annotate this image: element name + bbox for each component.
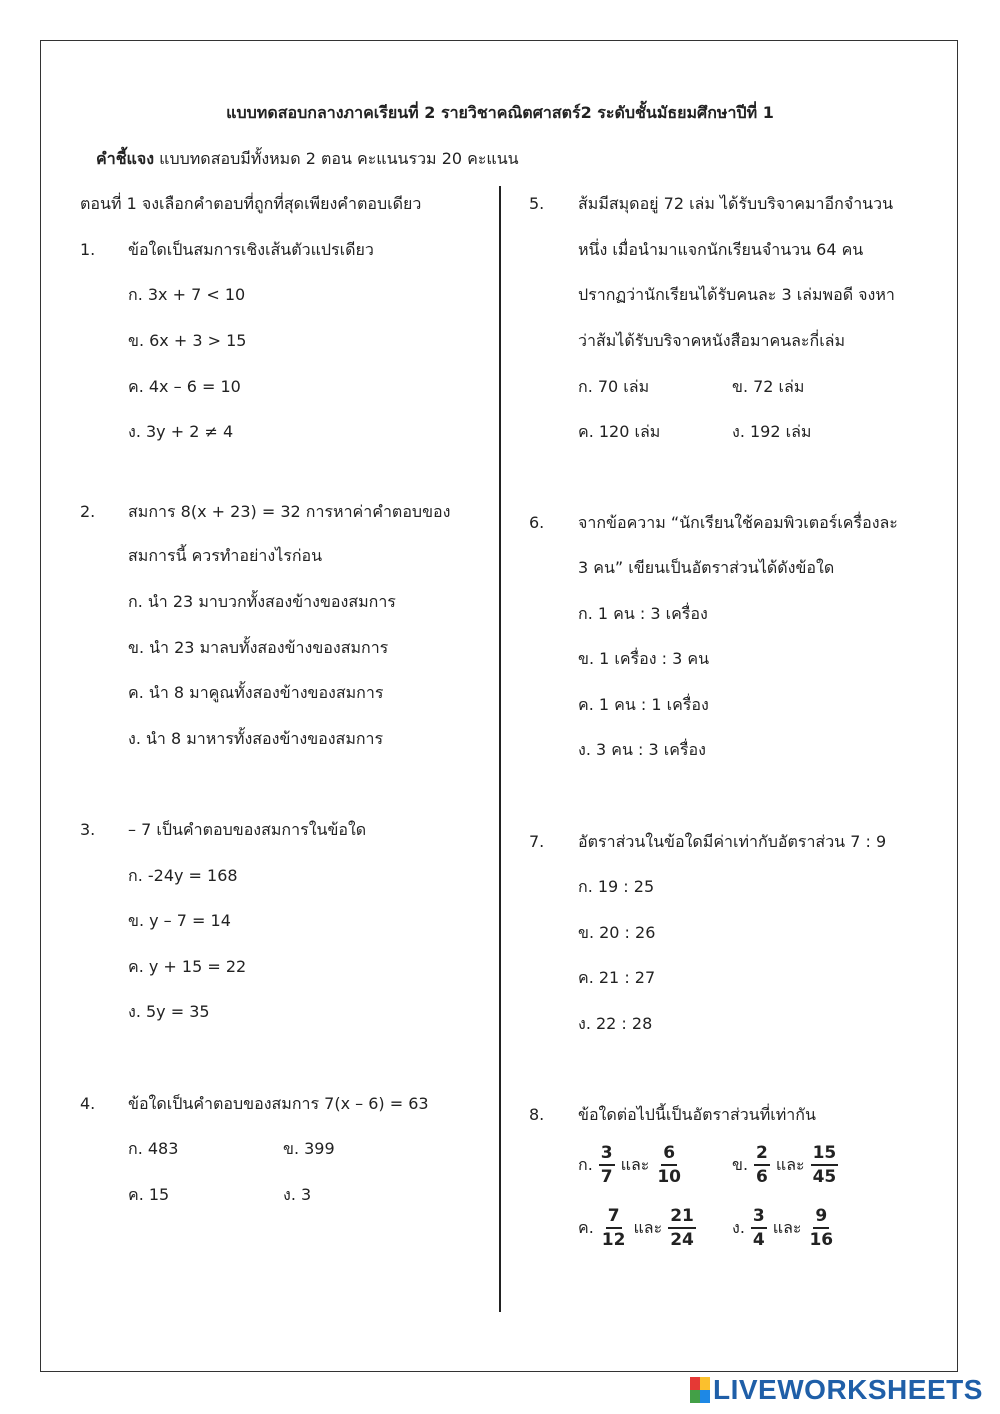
q5-choice-d[interactable]: ง. 192 เล่ม [732,422,812,441]
q8-c-label: ค. [578,1217,594,1237]
q8-d-and: และ [772,1217,802,1237]
q8-choice-a[interactable] [578,1142,685,1188]
q2-question-line1: สมการ 8(x + 23) = 32 การหาค่าคำตอบของ [128,502,451,521]
q8-d-d2: 16 [809,1230,834,1250]
q1-number: 1. [80,240,96,259]
q3-question: – 7 เป็นคำตอบของสมการในข้อใด [128,820,367,839]
q4-number: 4. [80,1094,96,1113]
q7-number: 7. [529,832,545,851]
q5-question-line4: ว่าส้มได้รับบริจาคหนังสือมาคนละกี่เล่ม [578,331,846,350]
q8-b-fraction2 [811,1142,839,1188]
q5-choice-c[interactable]: ค. 120 เล่ม [578,422,661,441]
part-heading: ตอนที่ 1 จงเลือกคำตอบที่ถูกที่สุดเพียงคำตอบเดียว [80,194,422,213]
q4-choice-d[interactable]: ง. 3 [283,1185,312,1204]
q8-a-fraction1 [599,1142,615,1188]
q3-choice-c[interactable]: ค. y + 15 = 22 [128,957,247,976]
q8-b-d2: 45 [812,1167,837,1187]
q7-choice-d[interactable]: ง. 22 : 28 [578,1014,653,1033]
q8-c-d1: 12 [601,1230,626,1250]
q8-c-n1: 7 [606,1205,622,1229]
brand-mark-icon [690,1377,710,1403]
q8-c-and: และ [633,1217,663,1237]
q8-d-fraction2 [807,1205,835,1251]
q3-choice-b[interactable]: ข. y – 7 = 14 [128,911,231,930]
q8-d-n2: 9 [813,1205,829,1229]
instructions-label: คำชี้แจง [96,149,155,168]
q7-choice-b[interactable]: ข. 20 : 26 [578,923,656,942]
q8-c-n2: 21 [668,1205,696,1229]
q4-question: ข้อใดเป็นคำตอบของสมการ 7(x – 6) = 63 [128,1094,429,1113]
q6-choice-a[interactable]: ก. 1 คน : 3 เครื่อง [578,604,708,623]
q6-choice-c[interactable]: ค. 1 คน : 1 เครื่อง [578,695,709,714]
q2-question-line2: สมการนี้ ควรทำอย่างไรก่อน [128,546,323,565]
column-divider [499,186,501,1312]
q8-b-n2: 15 [811,1142,839,1166]
q8-a-and: และ [620,1154,650,1174]
q7-choice-c[interactable]: ค. 21 : 27 [578,968,656,987]
q2-number: 2. [80,502,96,521]
q1-choice-d[interactable]: ง. 3y + 2 ≠ 4 [128,422,234,441]
q2-choice-b[interactable]: ข. นำ 23 มาลบทั้งสองข้างของสมการ [128,638,389,657]
q5-question-line3: ปรากฏว่านักเรียนได้รับคนละ 3 เล่มพอดี จงหา [578,285,895,304]
q8-b-n1: 2 [754,1142,770,1166]
page-title: แบบทดสอบกลางภาคเรียนที่ 2 รายวิชาคณิตศาสตร์2 ระดับชั้นมัธยมศึกษาปีที่ 1 [226,103,774,122]
instructions [96,147,519,172]
q8-question: ข้อใดต่อไปนี้เป็นอัตราส่วนที่เท่ากัน [578,1105,816,1124]
q3-choice-d[interactable]: ง. 5y = 35 [128,1002,210,1021]
q1-choice-a[interactable]: ก. 3x + 7 < 10 [128,285,246,304]
q8-d-n1: 3 [751,1205,767,1229]
q3-number: 3. [80,820,96,839]
q8-a-label: ก. [578,1154,593,1174]
q2-choice-c[interactable]: ค. นำ 8 มาคูณทั้งสองข้างของสมการ [128,683,384,702]
q8-d-fraction1 [751,1205,767,1251]
q8-a-d2: 10 [657,1167,682,1187]
q8-choice-d[interactable] [732,1205,837,1251]
q8-c-d2: 24 [670,1230,694,1250]
q6-choice-d[interactable]: ง. 3 คน : 3 เครื่อง [578,740,706,759]
q4-choice-c[interactable]: ค. 15 [128,1185,170,1204]
instructions-text: แบบทดสอบมีทั้งหมด 2 ตอน คะแนนรวม 20 คะแนน [154,149,519,168]
q4-choice-a[interactable]: ก. 483 [128,1139,179,1158]
q1-choice-b[interactable]: ข. 6x + 3 > 15 [128,331,247,350]
q6-question-line1: จากข้อความ “นักเรียนใช้คอมพิวเตอร์เครื่องละ [578,513,898,532]
q6-question-line2: 3 คน” เขียนเป็นอัตราส่วนได้ดังข้อใด [578,558,835,577]
q8-c-fraction1 [600,1205,628,1251]
q8-a-n1: 3 [599,1142,615,1166]
brand-text: LIVEWORKSHEETS [713,1374,983,1405]
q1-choice-c[interactable]: ค. 4x – 6 = 10 [128,377,241,396]
q8-choice-c[interactable] [578,1205,698,1251]
q8-a-d1: 7 [600,1167,613,1187]
q5-choice-b[interactable]: ข. 72 เล่ม [732,377,805,396]
q8-choice-b[interactable] [732,1142,840,1188]
q3-choice-a[interactable]: ก. -24y = 168 [128,866,238,885]
q5-question-line2: หนึ่ง เมื่อนำมาแจกนักเรียนจำนวน 64 คน [578,240,864,259]
q7-question: อัตราส่วนในข้อใดมีค่าเท่ากับอัตราส่วน 7 : 9 [578,832,887,851]
q5-question-line1: ส้มมีสมุดอยู่ 72 เล่ม ได้รับบริจาคมาอีกจำนวน [578,194,894,213]
q6-number: 6. [529,513,545,532]
q8-b-label: ข. [732,1154,749,1174]
q8-d-d1: 4 [752,1230,765,1250]
q5-number: 5. [529,194,545,213]
q1-question: ข้อใดเป็นสมการเชิงเส้นตัวแปรเดียว [128,240,374,259]
q8-d-label: ง. [732,1217,745,1237]
q8-b-fraction1 [754,1142,770,1188]
q4-choice-b[interactable]: ข. 399 [283,1139,335,1158]
q8-c-fraction2 [668,1205,696,1251]
q8-b-and: และ [775,1154,805,1174]
q5-choice-a[interactable]: ก. 70 เล่ม [578,377,650,396]
q8-a-fraction2 [655,1142,683,1188]
q7-choice-a[interactable]: ก. 19 : 25 [578,877,655,896]
q8-number: 8. [529,1105,545,1124]
q8-a-n2: 6 [661,1142,677,1166]
q2-choice-d[interactable]: ง. นำ 8 มาหารทั้งสองข้างของสมการ [128,729,384,748]
q8-b-d1: 6 [756,1167,768,1187]
q2-choice-a[interactable]: ก. นำ 23 มาบวกทั้งสองข้างของสมการ [128,592,396,611]
q6-choice-b[interactable]: ข. 1 เครื่อง : 3 คน [578,649,710,668]
liveworksheets-logo [690,1375,983,1405]
